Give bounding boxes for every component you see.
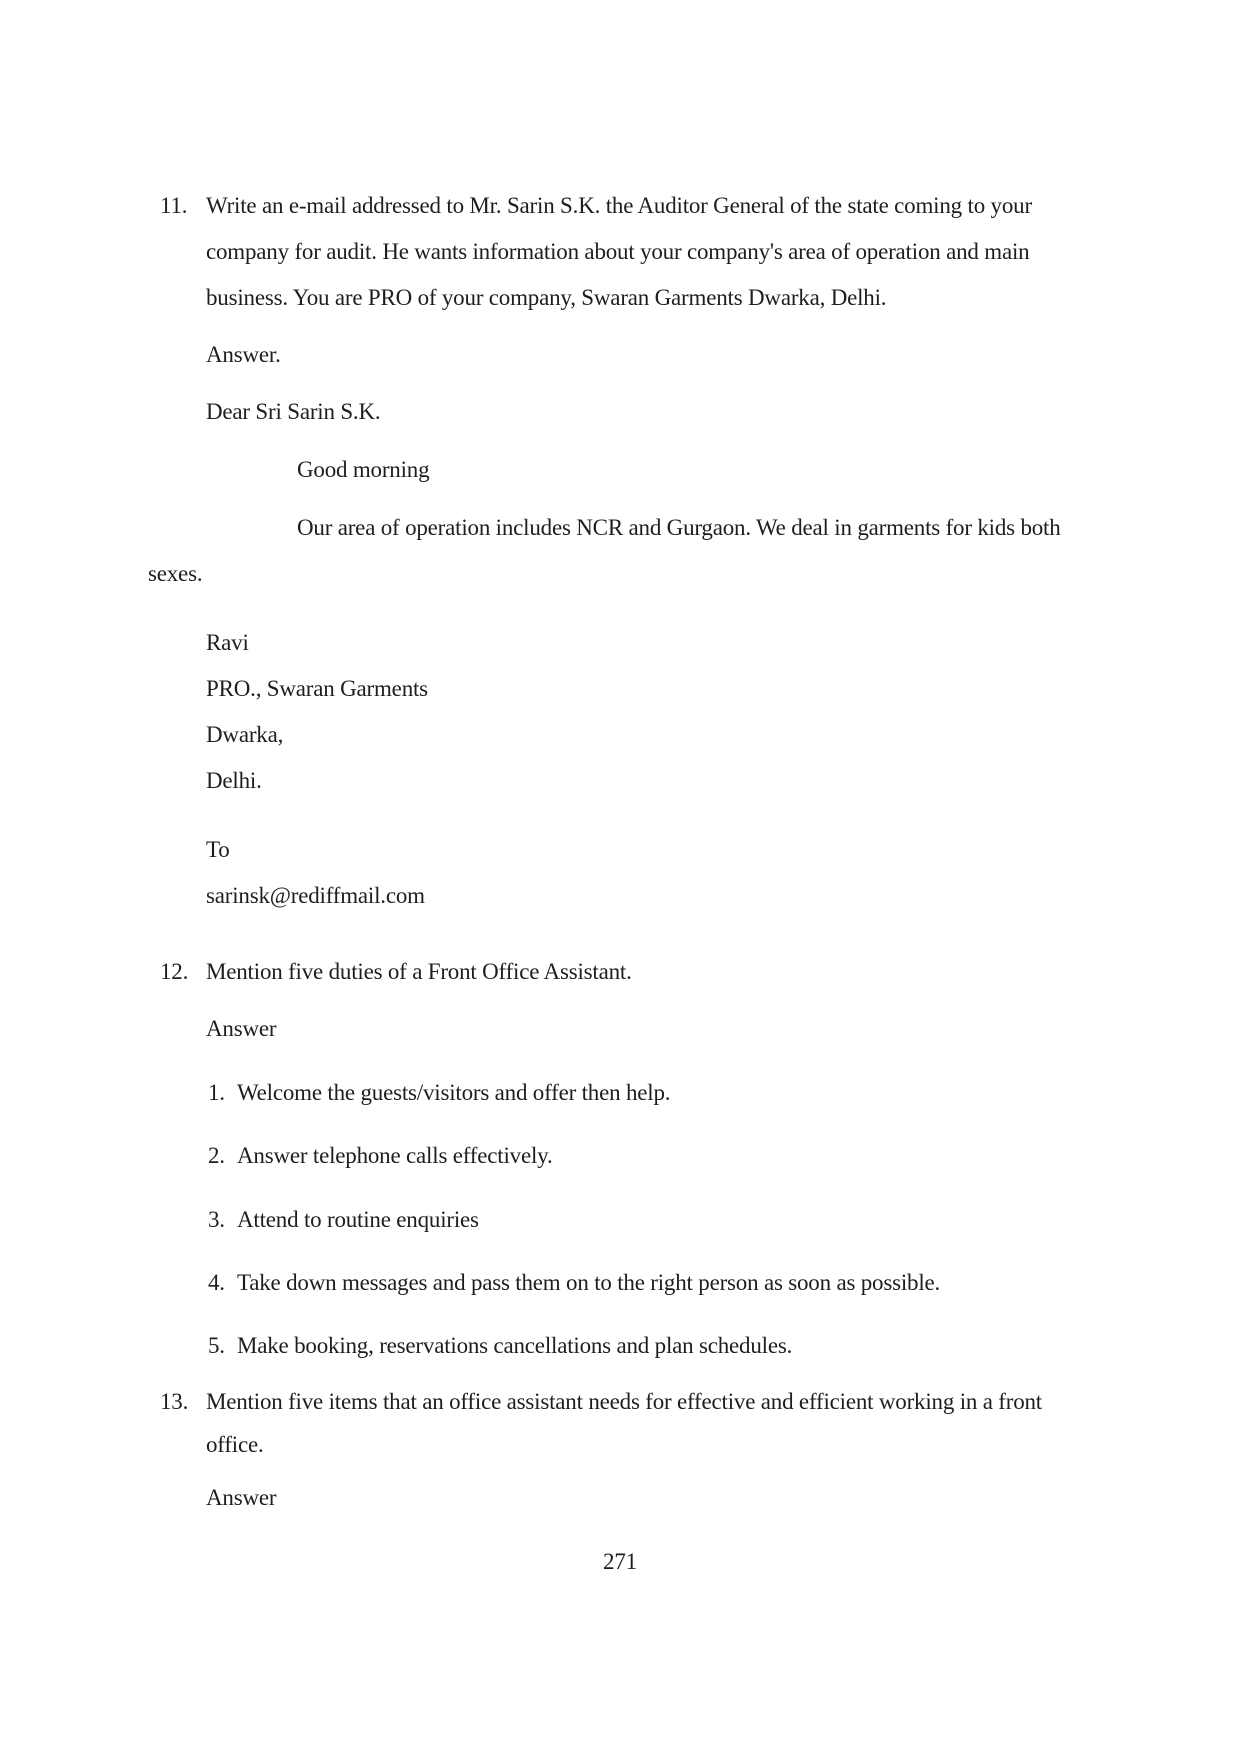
list-item-number: 2. xyxy=(208,1143,225,1168)
list-item-text: Take down messages and pass them on to the right person as soon as possible. xyxy=(237,1270,941,1295)
list-item-number: 1. xyxy=(208,1080,225,1105)
signature-title: PRO., Swaran Garments xyxy=(206,676,428,701)
question-number: 11. xyxy=(160,193,188,218)
list-item-text: Welcome the guests/visitors and offer then help. xyxy=(237,1080,671,1105)
answer-label: Answer. xyxy=(206,342,281,367)
signature-address: Dwarka, xyxy=(206,722,284,747)
to-label: To xyxy=(206,837,230,862)
list-item-number: 5. xyxy=(208,1333,225,1358)
question-text-line: Write an e-mail addressed to Mr. Sarin S.K. the Auditor General of the state coming to your xyxy=(206,193,1032,218)
list-item-text: Make booking, reservations cancellations and plan schedules. xyxy=(237,1333,793,1358)
email-body-line: Our area of operation includes NCR and Gurgaon. We deal in garments for kids both xyxy=(297,515,1061,540)
email-body-line: sexes. xyxy=(148,561,203,586)
question-number: 12. xyxy=(160,959,189,984)
list-item-text: Answer telephone calls effectively. xyxy=(237,1143,553,1168)
list-item-number: 4. xyxy=(208,1270,225,1295)
answer-label: Answer xyxy=(206,1016,277,1041)
question-text-line: office. xyxy=(206,1432,264,1457)
page-number: 271 xyxy=(603,1549,637,1574)
question-text: Mention five duties of a Front Office Assistant. xyxy=(206,959,632,984)
list-item-text: Attend to routine enquiries xyxy=(237,1207,479,1232)
answer-label: Answer xyxy=(206,1485,277,1510)
question-number: 13. xyxy=(160,1389,189,1414)
question-text-line: Mention five items that an office assistant needs for effective and efficient working in a front xyxy=(206,1389,1043,1414)
question-text-line: business. You are PRO of your company, Swaran Garments Dwarka, Delhi. xyxy=(206,285,887,310)
signature-city: Delhi. xyxy=(206,768,262,793)
email-salutation: Dear Sri Sarin S.K. xyxy=(206,399,381,424)
list-item-number: 3. xyxy=(208,1207,225,1232)
to-email: sarinsk@rediffmail.com xyxy=(206,883,425,908)
email-greeting: Good morning xyxy=(297,457,430,482)
question-text-line: company for audit. He wants information about your company's area of operation and main xyxy=(206,239,1030,264)
signature-name: Ravi xyxy=(206,630,249,655)
